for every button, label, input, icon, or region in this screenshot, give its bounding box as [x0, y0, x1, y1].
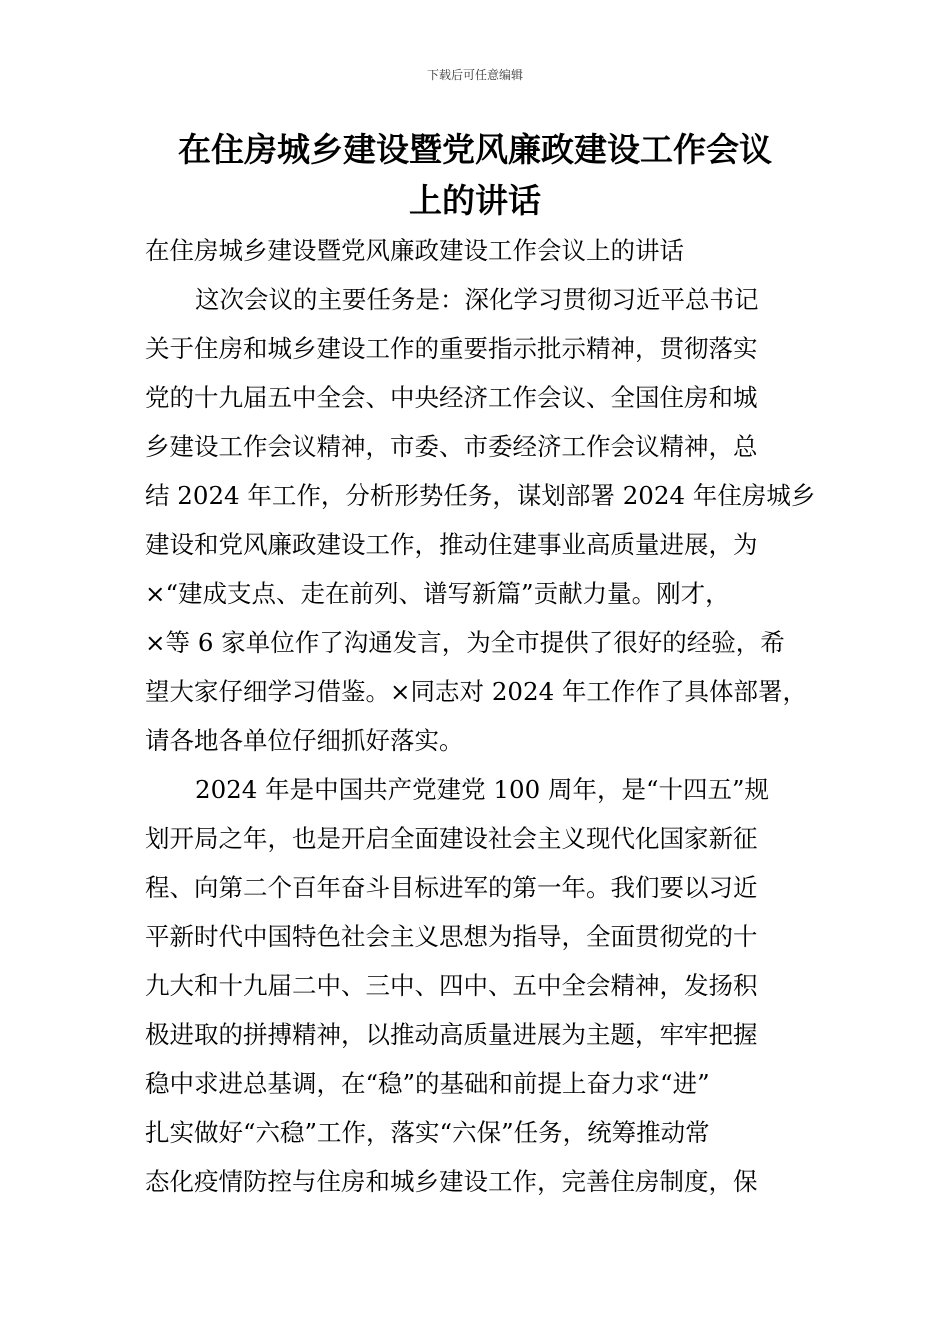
paragraph-line: ×“建成支点、走在前列、谱写新篇”贡献力量。刚才， [145, 579, 730, 608]
paragraph-line: 乡建设工作会议精神，市委、市委经济工作会议精神，总 [145, 432, 758, 461]
paragraph-line: 极进取的拼搏精神，以推动高质量进展为主题，牢牢把握 [145, 1020, 758, 1049]
paragraph-line: ×等 6 家单位作了沟通发言，为全市提供了很好的经验，希 [145, 628, 785, 657]
paragraph-line: 态化疫情防控与住房和城乡建设工作，完善住房制度，保 [145, 1167, 758, 1196]
paragraph-line: 望大家仔细学习借鉴。×同志对 2024 年工作作了具体部署， [145, 677, 807, 706]
title-line-1: 在住房城乡建设暨党风廉政建设工作会议 [178, 130, 772, 169]
paragraph-line: 请各地各单位仔细抓好落实。 [145, 726, 464, 755]
paragraph-line: 建设和党风廉政建设工作，推动住建事业高质量进展，为 [145, 530, 758, 559]
paragraph-line: 九大和十九届二中、三中、四中、五中全会精神，发扬积 [145, 971, 758, 1000]
document-title [145, 124, 805, 226]
paragraph-line: 2024 年是中国共产党建党 100 周年，是“十四五”规 [195, 775, 770, 804]
paragraph-line: 程、向第二个百年奋斗目标进军的第一年。我们要以习近 [145, 873, 758, 902]
paragraph-line: 稳中求进总基调，在“稳”的基础和前提上奋力求“进” [145, 1069, 710, 1098]
title-line-2: 上的讲话 [409, 181, 541, 220]
paragraph-line: 扎实做好“六稳”工作，落实“六保”任务，统筹推动常 [145, 1118, 710, 1147]
paragraph-line: 结 2024 年工作，分析形势任务，谋划部署 2024 年住房城乡 [145, 481, 816, 510]
paragraph-line: 关于住房和城乡建设工作的重要指示批示精神，贯彻落实 [145, 334, 758, 363]
paragraph-line: 平新时代中国特色社会主义思想为指导，全面贯彻党的十 [145, 922, 758, 951]
paragraph-line: 这次会议的主要任务是：深化学习贯彻习近平总书记 [195, 285, 759, 314]
paragraph-line: 党的十九届五中全会、中央经济工作会议、全国住房和城 [145, 383, 758, 412]
header-note: 下载后可任意编辑 [426, 68, 523, 82]
paragraph-1 [145, 275, 816, 765]
paragraph-line: 划开局之年，也是开启全面建设社会主义现代化国家新征 [145, 824, 758, 853]
document-body [145, 226, 816, 1206]
subtitle: 在住房城乡建设暨党风廉政建设工作会议上的讲话 [145, 236, 684, 265]
paragraph-2 [145, 765, 813, 1206]
